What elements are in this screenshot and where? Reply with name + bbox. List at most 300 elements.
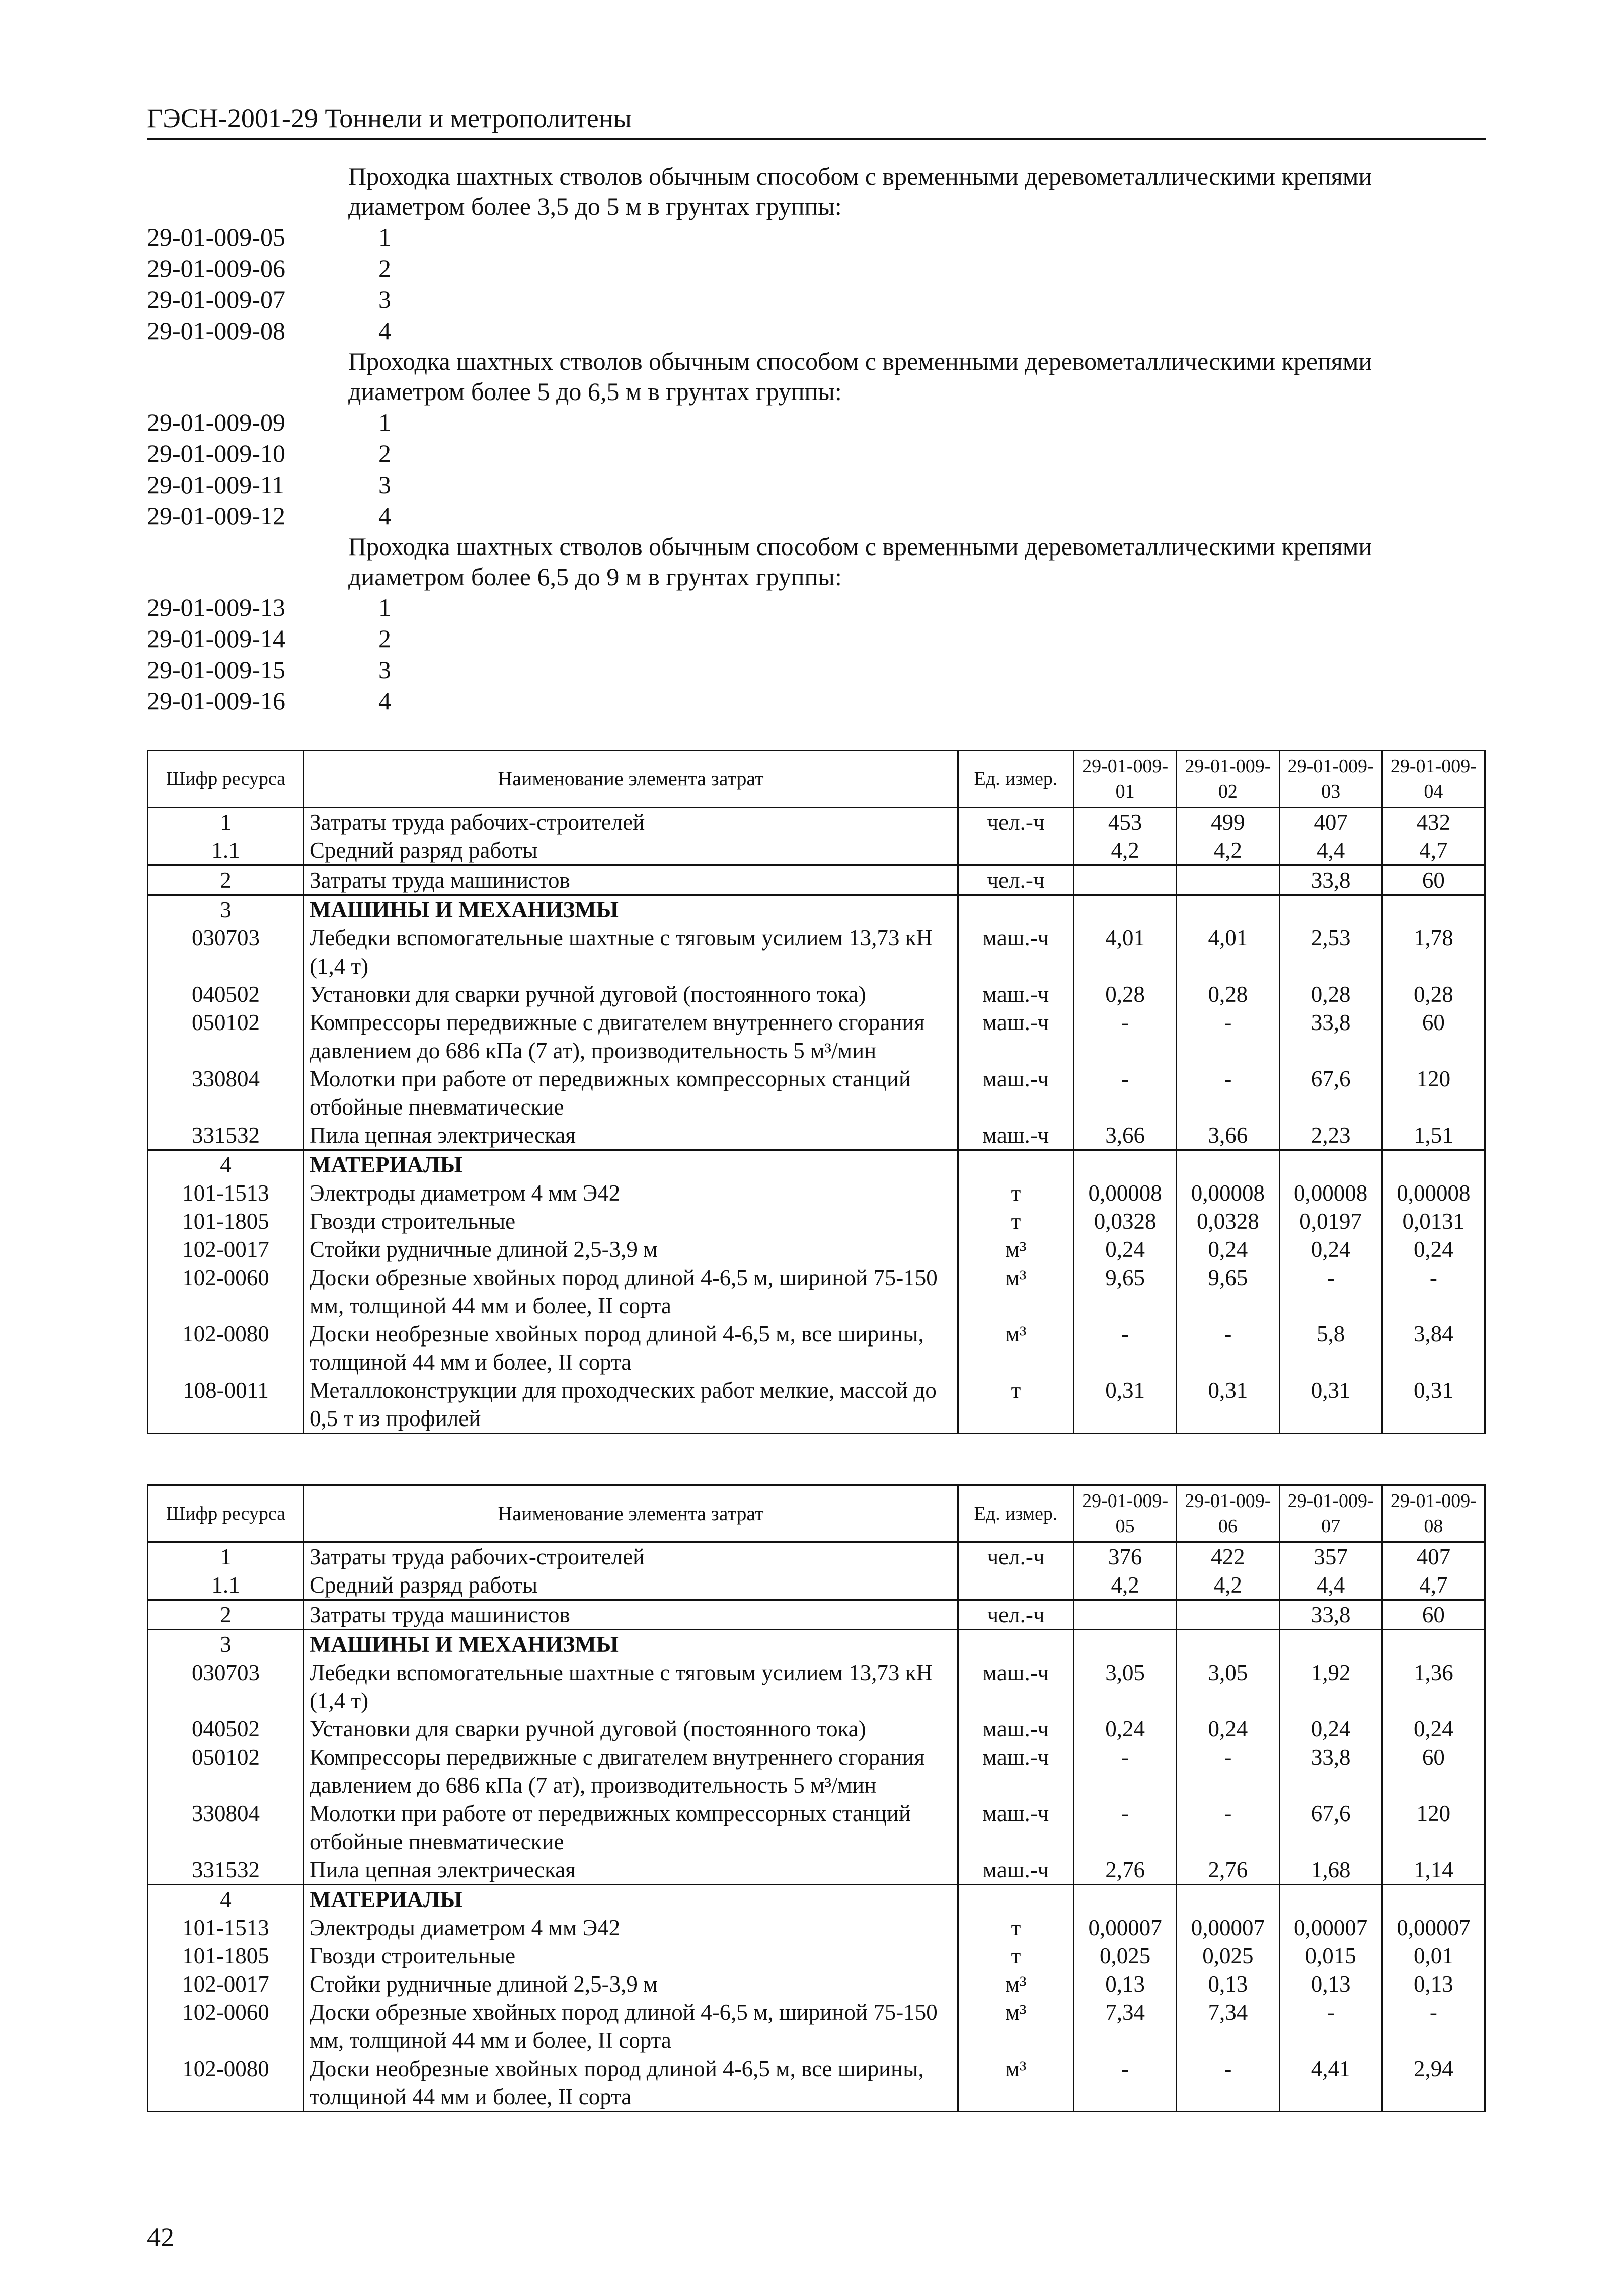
code-group-heading: Проходка шахтных стволов обычным способом с временными деревометаллическими крепями диаметром более 3,5 до 5 м в грунтах группы: [348,162,1372,220]
cell-value: 4,4 [1279,1571,1382,1600]
cell-value [1074,1630,1177,1659]
code: 29-01-009-06 [147,254,285,282]
cell-unit: чел.-ч [958,1600,1074,1630]
cell-unit: м³ [958,2054,1074,2112]
cell-code: 040502 [148,980,304,1008]
cell-unit: чел.-ч [958,865,1074,895]
group: 2 [378,439,391,467]
cell-value: 60 [1382,1008,1485,1065]
cell-value: - [1177,1008,1279,1065]
cell-value: 0,28 [1279,980,1382,1008]
cell-value: 2,76 [1177,1856,1279,1885]
page-title: ГЭСН-2001-29 Тоннели и метрополитены [147,103,632,133]
cell-value: 9,65 [1074,1263,1177,1320]
table-body [148,1542,1485,2112]
cell-unit: м³ [958,1320,1074,1376]
group: 1 [378,223,391,251]
cell-value [1279,1630,1382,1659]
table-row [148,1942,1485,1970]
table-row [148,924,1485,980]
cell-value: 0,24 [1279,1235,1382,1263]
cell-unit: маш.-ч [958,1121,1074,1150]
cell-code: 050102 [148,1743,304,1799]
cell-name: Компрессоры передвижные с двигателем внутреннего сгорания давлением до 686 кПа (7 ат), производительность 5 м³/мин [304,1743,958,1799]
cell-code: 102-0060 [148,1263,304,1320]
code-group-heading: Проходка шахтных стволов обычным способом с временными деревометаллическими крепями диаметром более 5 до 6,5 м в грунтах группы: [348,347,1372,406]
table-header-row [148,751,1485,808]
group: 1 [378,593,391,621]
cell-name: Доски необрезные хвойных пород длиной 4-6,5 м, все ширины, толщиной 44 мм и более, II сорта [304,2054,958,2112]
table-row [148,836,1485,865]
table-row [148,1856,1485,1885]
table-row [148,2054,1485,2112]
cell-value: 3,66 [1177,1121,1279,1150]
cell-value: 4,4 [1279,836,1382,865]
cell-value: 0,31 [1382,1376,1485,1434]
cell-value: 0,00007 [1279,1914,1382,1942]
cell-value: - [1279,1998,1382,2054]
cell-unit: маш.-ч [958,1008,1074,1065]
cell-value: 0,28 [1382,980,1485,1008]
cell-value: 3,05 [1177,1658,1279,1715]
cell-value: 0,31 [1279,1376,1382,1434]
cell-code: 1 [148,1542,304,1571]
cell-value [1074,1150,1177,1179]
cell-name: Гвозди строительные [304,1207,958,1235]
cell-value: - [1279,1263,1382,1320]
cell-value: 1,51 [1382,1121,1485,1150]
cell-code: 102-0017 [148,1235,304,1263]
cell-code: 102-0017 [148,1970,304,1998]
cell-value: 4,2 [1074,1571,1177,1600]
cell-value: 0,01 [1382,1942,1485,1970]
cell-value: 4,2 [1074,836,1177,865]
cell-value: 0,31 [1177,1376,1279,1434]
code: 29-01-009-13 [147,593,285,621]
cell-value: - [1074,1065,1177,1121]
cell-name: Затраты труда машинистов [304,865,958,895]
cell-value: 9,65 [1177,1263,1279,1320]
code: 29-01-009-08 [147,316,285,345]
cell-value: 0,0328 [1074,1207,1177,1235]
table-row [148,1630,1485,1659]
cell-value: 432 [1382,808,1485,837]
cell-code: 3 [148,1630,304,1659]
cell-value: 0,24 [1074,1235,1177,1263]
code-row [147,253,1486,284]
cell-name: Электроды диаметром 4 мм Э42 [304,1179,958,1207]
cell-unit: т [958,1914,1074,1942]
cell-code: 102-0080 [148,2054,304,2112]
code-row [147,592,1486,623]
cell-name: Доски обрезные хвойных пород длиной 4-6,5 м, шириной 75-150 мм, толщиной 44 мм и более, II сорта [304,1998,958,2054]
cell-value [1177,1630,1279,1659]
table-row [148,1970,1485,1998]
cell-code: 108-0011 [148,1376,304,1434]
cell-code: 2 [148,865,304,895]
cell-value [1382,1150,1485,1179]
cell-value: - [1074,1799,1177,1856]
cell-value: 0,24 [1382,1715,1485,1743]
code: 29-01-009-11 [147,470,285,499]
group: 2 [378,254,391,282]
cell-unit: т [958,1942,1074,1970]
cell-value: 0,0197 [1279,1207,1382,1235]
cell-value: 0,015 [1279,1942,1382,1970]
code-row [147,623,1486,654]
cell-value: 357 [1279,1542,1382,1571]
header-code: Шифр ресурса [148,1485,304,1542]
cell-value: - [1074,1743,1177,1799]
code-row [147,221,1486,253]
cell-value: - [1382,1998,1485,2054]
cell-value: 0,13 [1074,1970,1177,1998]
cell-value: 453 [1074,808,1177,837]
cell-unit: м³ [958,1263,1074,1320]
cell-unit: т [958,1207,1074,1235]
cell-code: 2 [148,1600,304,1630]
table-row [148,1207,1485,1235]
cell-name: МАТЕРИАЛЫ [304,1885,958,1914]
cell-value: - [1074,2054,1177,2112]
table-row [148,1885,1485,1914]
cell-unit: маш.-ч [958,924,1074,980]
resource-table [147,750,1486,1434]
cell-unit: м³ [958,1235,1074,1263]
cell-value: 5,8 [1279,1320,1382,1376]
cell-code: 101-1513 [148,1914,304,1942]
cell-code: 1.1 [148,836,304,865]
cell-code: 331532 [148,1121,304,1150]
cell-value: 0,13 [1177,1970,1279,1998]
cell-value: 0,24 [1177,1235,1279,1263]
cell-value: 4,41 [1279,2054,1382,2112]
cell-value: 499 [1177,808,1279,837]
header-column: 29-01-009-08 [1382,1485,1485,1542]
cell-name: Средний разряд работы [304,836,958,865]
cell-value: - [1177,1065,1279,1121]
cell-value: 33,8 [1279,865,1382,895]
cell-value: 0,00007 [1177,1914,1279,1942]
table-row [148,1542,1485,1571]
cell-unit: т [958,1179,1074,1207]
cell-unit [958,895,1074,924]
cell-value: 2,76 [1074,1856,1177,1885]
cell-name: МАТЕРИАЛЫ [304,1150,958,1179]
cell-value: 4,7 [1382,836,1485,865]
cell-name: Средний разряд работы [304,1571,958,1600]
table-row [148,980,1485,1008]
cell-value: 0,00008 [1279,1179,1382,1207]
cell-code: 102-0080 [148,1320,304,1376]
code-row [147,315,1486,346]
cell-value [1074,1885,1177,1914]
code-row [147,500,1486,531]
header-column: 29-01-009-02 [1177,751,1279,808]
cell-name: Установки для сварки ручной дуговой (постоянного тока) [304,980,958,1008]
cell-code: 1.1 [148,1571,304,1600]
cell-value: 67,6 [1279,1799,1382,1856]
code: 29-01-009-12 [147,502,285,530]
cell-value [1074,865,1177,895]
table-row [148,1376,1485,1434]
group: 1 [378,408,391,436]
cell-value: 67,6 [1279,1065,1382,1121]
group: 4 [378,502,391,530]
cell-value: 0,00008 [1074,1179,1177,1207]
cell-unit: м³ [958,1998,1074,2054]
header-unit: Ед. измер. [958,751,1074,808]
cell-value: - [1177,1743,1279,1799]
cell-value: 7,34 [1177,1998,1279,2054]
cell-value: 0,00008 [1382,1179,1485,1207]
cell-name: МАШИНЫ И МЕХАНИЗМЫ [304,1630,958,1659]
cell-value [1279,1885,1382,1914]
cell-value: 4,2 [1177,836,1279,865]
cell-unit: маш.-ч [958,1065,1074,1121]
cell-name: Пила цепная электрическая [304,1121,958,1150]
cell-name: Электроды диаметром 4 мм Э42 [304,1914,958,1942]
table-row [148,1571,1485,1600]
cell-value: 0,24 [1279,1715,1382,1743]
code-row [147,407,1486,438]
cell-value [1382,1885,1485,1914]
table-row [148,1150,1485,1179]
codes-section [147,161,1486,717]
cell-value: - [1177,1320,1279,1376]
cell-value [1279,1150,1382,1179]
table-row [148,1263,1485,1320]
cell-value [1279,895,1382,924]
cell-value: 2,94 [1382,2054,1485,2112]
page-number: 42 [147,2222,174,2252]
group: 3 [378,470,391,499]
cell-unit: т [958,1376,1074,1434]
cell-code: 331532 [148,1856,304,1885]
cell-value: 4,7 [1382,1571,1485,1600]
cell-unit [958,836,1074,865]
cell-value: 0,31 [1074,1376,1177,1434]
cell-code: 101-1805 [148,1207,304,1235]
code: 29-01-009-14 [147,624,285,653]
cell-code: 330804 [148,1799,304,1856]
group: 4 [378,316,391,345]
cell-code: 102-0060 [148,1998,304,2054]
code-group [147,161,1486,346]
cell-code: 050102 [148,1008,304,1065]
table-row [148,1600,1485,1630]
cell-name: Металлоконструкции для проходческих работ мелкие, массой до 0,5 т из профилей [304,1376,958,1434]
cell-name: Компрессоры передвижные с двигателем внутреннего сгорания давлением до 686 кПа (7 ат), производительность 5 м³/мин [304,1008,958,1065]
cell-value: 0,13 [1382,1970,1485,1998]
table-row [148,1121,1485,1150]
code: 29-01-009-09 [147,408,285,436]
cell-value: 422 [1177,1542,1279,1571]
code: 29-01-009-10 [147,439,285,467]
group: 3 [378,285,391,313]
cell-code: 4 [148,1885,304,1914]
code-group [147,531,1486,717]
cell-value: 1,14 [1382,1856,1485,1885]
cell-value: 1,36 [1382,1658,1485,1715]
cell-value: 0,24 [1074,1715,1177,1743]
cell-value: 0,025 [1177,1942,1279,1970]
cell-value: 407 [1382,1542,1485,1571]
cell-value [1074,1600,1177,1630]
cell-value: 0,00007 [1074,1914,1177,1942]
cell-value: 0,13 [1279,1970,1382,1998]
cell-value: 4,2 [1177,1571,1279,1600]
cell-value: 1,92 [1279,1658,1382,1715]
cell-name: Стойки рудничные длиной 2,5-3,9 м [304,1235,958,1263]
cell-value: 7,34 [1074,1998,1177,2054]
cell-code: 101-1513 [148,1179,304,1207]
cell-unit: маш.-ч [958,1743,1074,1799]
cell-name: Установки для сварки ручной дуговой (постоянного тока) [304,1715,958,1743]
cell-value: - [1074,1008,1177,1065]
cell-name: Лебедки вспомогательные шахтные с тяговым усилием 13,73 кН (1,4 т) [304,1658,958,1715]
cell-code: 040502 [148,1715,304,1743]
header-column: 29-01-009-06 [1177,1485,1279,1542]
code-group-heading: Проходка шахтных стволов обычным способом с временными деревометаллическими крепями диаметром более 6,5 до 9 м в грунтах группы: [348,532,1372,591]
cell-unit: маш.-ч [958,1856,1074,1885]
cell-value: 120 [1382,1799,1485,1856]
group: 2 [378,624,391,653]
cell-value: 376 [1074,1542,1177,1571]
header-column: 29-01-009-05 [1074,1485,1177,1542]
cell-name: Затраты труда машинистов [304,1600,958,1630]
cell-value: 2,23 [1279,1121,1382,1150]
cell-name: Доски необрезные хвойных пород длиной 4-6,5 м, все ширины, толщиной 44 мм и более, II сорта [304,1320,958,1376]
header-column: 29-01-009-03 [1279,751,1382,808]
cell-unit: маш.-ч [958,1658,1074,1715]
group: 4 [378,687,391,715]
header-name: Наименование элемента затрат [304,751,958,808]
cell-value [1177,1600,1279,1630]
cell-value: 60 [1382,1743,1485,1799]
cell-name: Пила цепная электрическая [304,1856,958,1885]
table-row [148,1715,1485,1743]
cell-name: Стойки рудничные длиной 2,5-3,9 м [304,1970,958,1998]
cell-value: 0,24 [1177,1715,1279,1743]
cell-code: 030703 [148,1658,304,1715]
header-code: Шифр ресурса [148,751,304,808]
cell-value: 60 [1382,1600,1485,1630]
cell-value: 60 [1382,865,1485,895]
cell-value [1074,895,1177,924]
header-column: 29-01-009-07 [1279,1485,1382,1542]
cell-code: 3 [148,895,304,924]
table-row [148,895,1485,924]
table-row [148,1235,1485,1263]
table-row [148,808,1485,837]
cell-value: - [1382,1263,1485,1320]
cell-value: 0,0131 [1382,1207,1485,1235]
cell-value: 0,24 [1382,1235,1485,1263]
cell-name: Молотки при работе от передвижных компрессорных станций отбойные пневматические [304,1799,958,1856]
group: 3 [378,656,391,684]
code-group [147,346,1486,531]
cell-value [1382,1630,1485,1659]
table-row [148,1799,1485,1856]
header-column: 29-01-009-01 [1074,751,1177,808]
cell-value: 3,84 [1382,1320,1485,1376]
cell-value: 1,68 [1279,1856,1382,1885]
cell-name: Затраты труда рабочих-строителей [304,1542,958,1571]
cell-value [1382,895,1485,924]
cell-value [1177,1150,1279,1179]
cell-unit: маш.-ч [958,980,1074,1008]
cell-value: - [1177,2054,1279,2112]
page-header [147,103,1486,140]
cell-unit [958,1630,1074,1659]
cell-value: 3,05 [1074,1658,1177,1715]
code-row [147,284,1486,315]
code-row [147,469,1486,500]
cell-value: 0,025 [1074,1942,1177,1970]
code-row [147,654,1486,685]
table-row [148,865,1485,895]
cell-value: 1,78 [1382,924,1485,980]
table-header-row [148,1485,1485,1542]
code: 29-01-009-07 [147,285,285,313]
cell-unit [958,1150,1074,1179]
cell-value: 0,00008 [1177,1179,1279,1207]
cell-value: 33,8 [1279,1600,1382,1630]
cell-value: 4,01 [1074,924,1177,980]
cell-value: 0,28 [1177,980,1279,1008]
cell-unit: чел.-ч [958,1542,1074,1571]
cell-code: 101-1805 [148,1942,304,1970]
cell-value: 0,00007 [1382,1914,1485,1942]
table-row [148,1179,1485,1207]
table-row [148,1914,1485,1942]
cell-name: МАШИНЫ И МЕХАНИЗМЫ [304,895,958,924]
table-row [148,1008,1485,1065]
cell-value: 33,8 [1279,1008,1382,1065]
cell-name: Молотки при работе от передвижных компрессорных станций отбойные пневматические [304,1065,958,1121]
header-unit: Ед. измер. [958,1485,1074,1542]
code-row [147,438,1486,469]
cell-value: 33,8 [1279,1743,1382,1799]
cell-name: Лебедки вспомогательные шахтные с тяговым усилием 13,73 кН (1,4 т) [304,924,958,980]
code-row [147,685,1486,717]
table-row [148,1320,1485,1376]
cell-code: 4 [148,1150,304,1179]
cell-code: 1 [148,808,304,837]
code: 29-01-009-16 [147,687,285,715]
cell-value [1177,1885,1279,1914]
table-row [148,1065,1485,1121]
cell-value: - [1074,1320,1177,1376]
code: 29-01-009-05 [147,223,285,251]
cell-unit: чел.-ч [958,808,1074,837]
resource-table [147,1484,1486,2112]
table-row [148,1658,1485,1715]
cell-value [1177,895,1279,924]
table-body [148,808,1485,1434]
header-column: 29-01-009-04 [1382,751,1485,808]
cell-value [1177,865,1279,895]
cell-code: 330804 [148,1065,304,1121]
cell-value: 407 [1279,808,1382,837]
code: 29-01-009-15 [147,656,285,684]
table-row [148,1998,1485,2054]
cell-name: Затраты труда рабочих-строителей [304,808,958,837]
cell-unit: маш.-ч [958,1799,1074,1856]
cell-value: 120 [1382,1065,1485,1121]
cell-value: 2,53 [1279,924,1382,980]
